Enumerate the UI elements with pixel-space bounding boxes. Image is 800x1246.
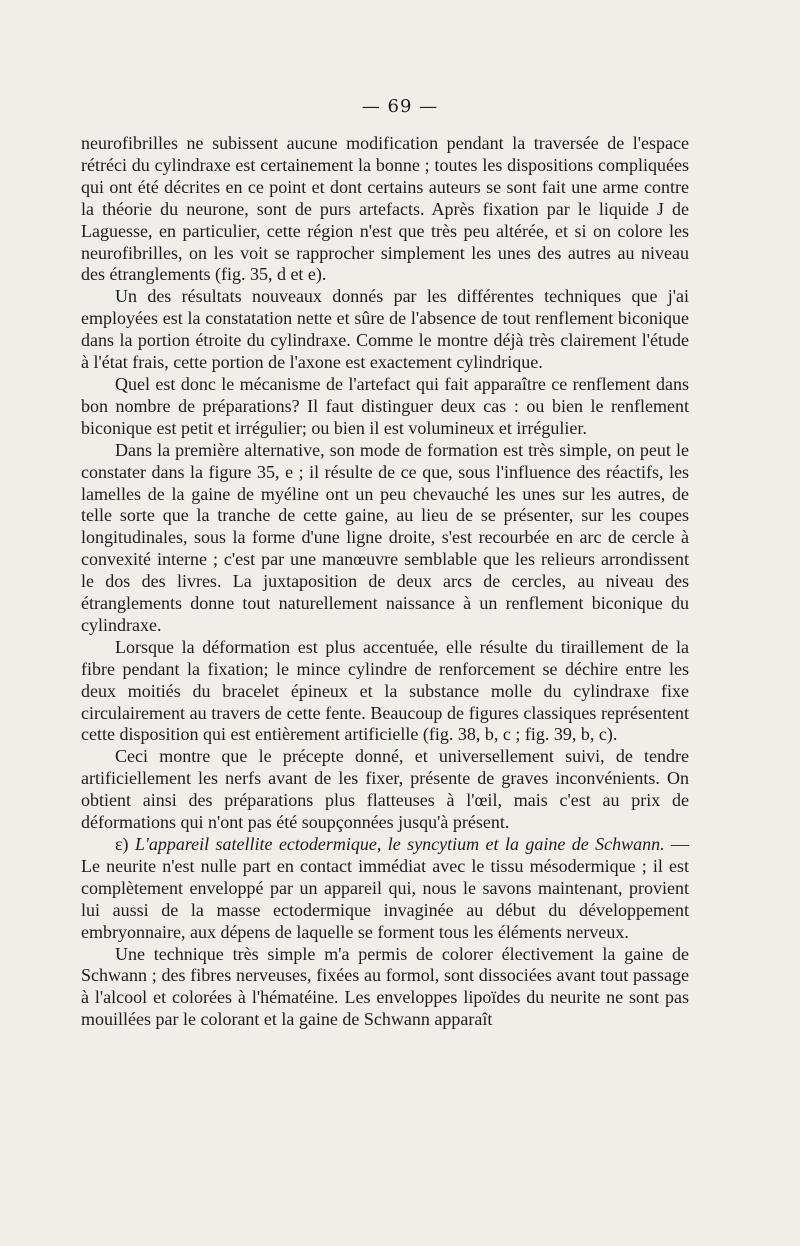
section-text: — Le neurite n'est nulle part en contact immédiat avec le tissu mésodermique ; il est complètement enveloppé par un appareil qui, nous le savons maintenant, provient lui aussi de la masse ectodermique invaginée au début du développement embryonnaire, aux dépens de laquelle se forment tous les éléments nerveux. bbox=[81, 834, 690, 942]
paragraph-5: Lorsque la déformation est plus accentuée, elle résulte du tiraillement de la fibre pendant la fixation; le mince cylindre de renforcement se déchire entre les deux moitiés du bracelet épineux et la substance molle du cylindraxe fixe circulairement au travers de cette fente. Beaucoup de figures classiques représentent cette disposition qui est entièrement artificielle (fig. 38, b, c ; fig. 39, b, c). bbox=[81, 636, 689, 745]
paragraph-3: Quel est donc le mécanisme de l'artefact qui fait apparaître ce renflement dans bon nombre de préparations? Il faut distinguer deux cas : ou bien le renflement biconique est petit et irrégulier; ou bien il est volumineux et irrégulier. bbox=[81, 373, 689, 438]
section-marker: ε) bbox=[115, 834, 129, 854]
section-heading: L'appareil satellite ectodermique, le syncytium et la gaine de Schwann. bbox=[134, 834, 665, 854]
page-number: — 69 — bbox=[361, 96, 439, 117]
paragraph-last: Une technique très simple m'a permis de colorer électivement la gaine de Schwann ; des fibres nerveuses, fixées au formol, sont dissociées avant tout passage à l'alcool et colorées à l'hématéine. Les enveloppes lipoïdes du neurite ne sont pas mouillées par le colorant et la gaine de Schwann apparaît bbox=[81, 943, 689, 1030]
body-text bbox=[81, 133, 689, 1031]
paragraph-1: neurofibrilles ne subissent aucune modification pendant la traversée de l'espace rétréci du cylindraxe est certainement la bonne ; toutes les dispositions compliquées qui ont été décrites en ce point et dont certains auteurs se sont fait une arme contre la théorie du neurone, sont de purs artefacts. Après fixation par le liquide J de Laguesse, en particulier, cette région n'est que très peu altérée, et si on colore les neurofibrilles, on les voit se rapprocher simplement les unes des autres au niveau des étranglements (fig. 35, d et e). bbox=[81, 133, 689, 285]
paragraph-4: Dans la première alternative, son mode de formation est très simple, on peut le constater dans la figure 35, e ; il résulte de ce que, sous l'influence des réactifs, les lamelles de la gaine de myéline ont un peu chevauché les unes sur les autres, de telle sorte que la tranche de cette gaine, au lieu de se présenter, sur les coupes longitudinales, sous la forme d'une ligne droite, s'est recourbée en arc de cercle à convexité interne ; c'est par une manœuvre semblable que les relieurs arrondissent le dos des livres. La juxtaposition de deux arcs de cercles, au niveau des étranglements donne tout naturellement naissance à un renflement biconique du cylindraxe. bbox=[81, 439, 689, 635]
section-paragraph bbox=[81, 834, 689, 944]
paragraph-6: Ceci montre que le précepte donné, et universellement suivi, de tendre artificiellement les nerfs avant de les fixer, présente de graves inconvénients. On obtient ainsi des préparations plus flatteuses à l'œil, mais c'est au prix de déformations qui n'ont pas été soupçonnées jusqu'à présent. bbox=[81, 746, 689, 833]
paragraph-2: Un des résultats nouveaux donnés par les différentes techniques que j'ai employées est la constatation nette et sûre de l'absence de tout renflement biconique dans la portion étroite du cylindraxe. Comme le montre déjà très clairement l'étude à l'état frais, cette portion de l'axone est exactement cylindrique. bbox=[81, 286, 689, 373]
